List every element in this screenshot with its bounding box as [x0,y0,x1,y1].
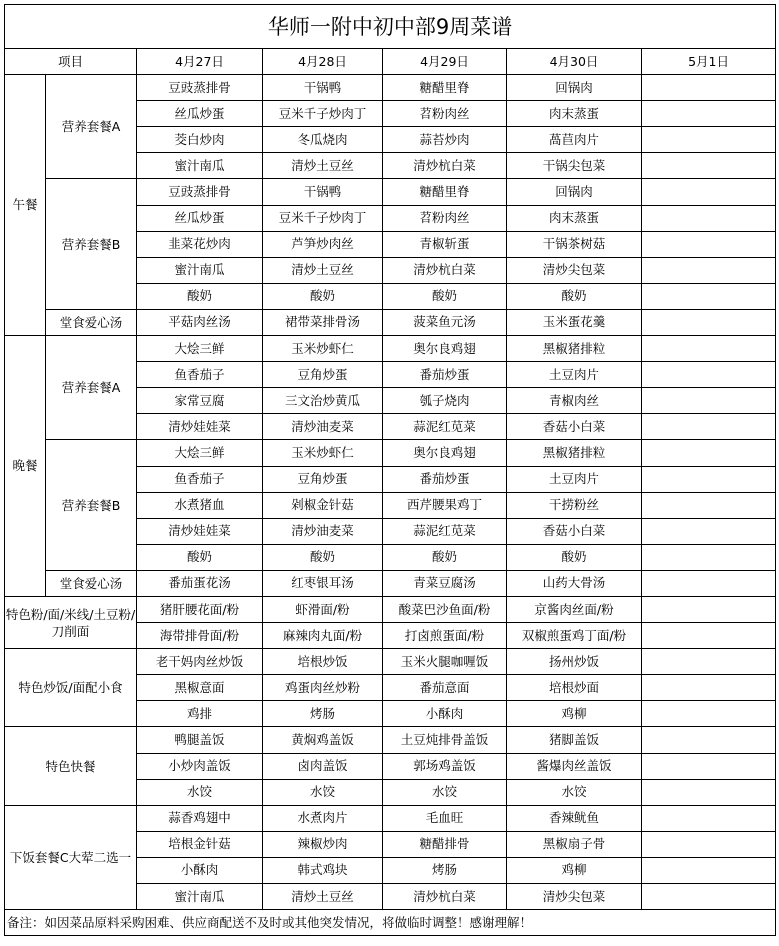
dish-cell: 鸡柳 [507,701,642,727]
dish-cell: 蒜泥红苋菜 [383,414,507,440]
dish-cell: 玉米火腿咖喱饭 [383,649,507,675]
dish-cell [642,596,776,622]
dish-cell: 鸡排 [137,701,263,727]
dish-cell: 酸奶 [507,544,642,570]
dish-cell: 双椒煎蛋鸡丁面/粉 [507,623,642,649]
meal-section-label: 晚餐 [5,336,46,597]
table-row [5,570,776,596]
dish-cell: 番茄意面 [383,675,507,701]
dish-cell: 烤肠 [263,701,383,727]
date-header: 4月29日 [383,49,507,75]
dish-cell: 清炒杭白菜 [383,884,507,910]
table-row [5,805,776,831]
group-label: 堂食爱心汤 [46,309,137,335]
dish-cell: 土豆肉片 [507,362,642,388]
dish-cell: 水煮猪血 [137,492,263,518]
dish-cell: 干锅茶树菇 [507,231,642,257]
dish-cell [642,570,776,596]
table-row [5,179,776,205]
dish-cell: 丝瓜炒蛋 [137,205,263,231]
table-row [5,336,776,362]
dish-cell [642,805,776,831]
dish-cell: 豆角炒蛋 [263,466,383,492]
dish-cell [642,205,776,231]
dish-cell: 培根炒饭 [263,649,383,675]
dish-cell: 蒜香鸡翅中 [137,805,263,831]
dish-cell [642,309,776,335]
dish-cell: 豆豉蒸排骨 [137,75,263,101]
dish-cell: 猪脚盖饭 [507,727,642,753]
group-label: 营养套餐B [46,179,137,309]
dish-cell: 茭白炒肉 [137,127,263,153]
dish-cell: 酸奶 [137,283,263,309]
group-label: 堂食爱心汤 [46,570,137,596]
dish-cell: 鱼香茄子 [137,466,263,492]
dish-cell: 青椒斩蛋 [383,231,507,257]
dish-cell [642,75,776,101]
dish-cell: 酸菜巴沙鱼面/粉 [383,596,507,622]
meal-section-label: 午餐 [5,75,46,336]
dish-cell: 蒜苔炒肉 [383,127,507,153]
group-label: 营养套餐B [46,440,137,570]
dish-cell: 西芹腰果鸡丁 [383,492,507,518]
dish-cell: 冬瓜烧肉 [263,127,383,153]
dish-cell: 干锅鸭 [263,75,383,101]
dish-cell: 家常豆腐 [137,388,263,414]
group-label: 营养套餐A [46,75,137,179]
dish-cell [642,336,776,362]
dish-cell: 酸奶 [383,544,507,570]
dish-cell: 蜜汁南瓜 [137,257,263,283]
dish-cell: 萵苣肉片 [507,127,642,153]
dish-cell: 平菇肉丝汤 [137,309,263,335]
dish-cell: 培根金针菇 [137,831,263,857]
dish-cell: 蜜汁南瓜 [137,153,263,179]
dish-cell: 糖醋里脊 [383,179,507,205]
dish-cell: 番茄炒蛋 [383,362,507,388]
table-row [5,649,776,675]
dish-cell: 清炒土豆丝 [263,153,383,179]
dish-cell: 回锅肉 [507,179,642,205]
footnote: 备注：如因菜品原料采购困难、供应商配送不及时或其他突发情况，将做临时调整！感谢理解！ [5,910,776,936]
dish-cell [642,283,776,309]
dish-cell: 玉米蛋花羹 [507,309,642,335]
menu-table [4,4,776,936]
dish-cell: 清炒娃娃菜 [137,518,263,544]
dish-cell: 肉末蒸蛋 [507,101,642,127]
dish-cell: 酸奶 [263,544,383,570]
dish-cell: 苕粉肉丝 [383,205,507,231]
dish-cell: 水饺 [383,779,507,805]
dish-cell: 酱爆肉丝盖饭 [507,753,642,779]
dish-cell: 香辣鱿鱼 [507,805,642,831]
dish-cell: 大烩三鲜 [137,440,263,466]
dish-cell: 豆角炒蛋 [263,362,383,388]
dish-cell: 干锅鸭 [263,179,383,205]
dish-cell: 玉米炒虾仁 [263,440,383,466]
dish-cell: 京酱肉丝面/粉 [507,596,642,622]
special-label: 下饭套餐C大荤二选一 [5,805,137,909]
dish-cell [642,466,776,492]
dish-cell: 黄焖鸡盖饭 [263,727,383,753]
dish-cell [642,544,776,570]
dish-cell: 酸奶 [263,283,383,309]
dish-cell [642,101,776,127]
dish-cell: 回锅肉 [507,75,642,101]
dish-cell: 卤肉盖饭 [263,753,383,779]
dish-cell [642,179,776,205]
dish-cell: 干锅尖包菜 [507,153,642,179]
dish-cell: 水饺 [263,779,383,805]
dish-cell: 三文治炒黄瓜 [263,388,383,414]
dish-cell: 水饺 [137,779,263,805]
dish-cell: 香菇小白菜 [507,414,642,440]
table-row [5,596,776,622]
dish-cell [642,649,776,675]
dish-cell: 豆米千子炒肉丁 [263,205,383,231]
dish-cell: 裙带菜排骨汤 [263,309,383,335]
dish-cell: 酸奶 [383,283,507,309]
dish-cell [642,492,776,518]
dish-cell: 豆米千子炒肉丁 [263,101,383,127]
dish-cell: 干捞粉丝 [507,492,642,518]
dish-cell: 奥尔良鸡翅 [383,336,507,362]
dish-cell [642,231,776,257]
dish-cell [642,857,776,883]
dish-cell: 番茄蛋花汤 [137,570,263,596]
dish-cell [642,153,776,179]
dish-cell: 扬州炒饭 [507,649,642,675]
dish-cell: 青椒肉丝 [507,388,642,414]
dish-cell: 黑椒猪排粒 [507,440,642,466]
table-row [5,309,776,335]
special-label: 特色粉/面/米线/土豆粉/刀削面 [5,596,137,648]
dish-cell [642,414,776,440]
dish-cell: 玉米炒虾仁 [263,336,383,362]
dish-cell [642,257,776,283]
dish-cell: 清炒杭白菜 [383,257,507,283]
date-header: 4月27日 [137,49,263,75]
dish-cell: 豆豉蒸排骨 [137,179,263,205]
special-label: 特色炒饭/面配小食 [5,649,137,727]
dish-cell: 小炒肉盖饭 [137,753,263,779]
dish-cell: 烤肠 [383,857,507,883]
special-label: 特色快餐 [5,727,137,805]
dish-cell: 奥尔良鸡翅 [383,440,507,466]
dish-cell: 肉末蒸蛋 [507,205,642,231]
dish-cell: 大烩三鲜 [137,336,263,362]
dish-cell: 红枣银耳汤 [263,570,383,596]
dish-cell: 清炒娃娃菜 [137,414,263,440]
dish-cell: 黑椒意面 [137,675,263,701]
dish-cell: 番茄炒蛋 [383,466,507,492]
dish-cell: 培根炒面 [507,675,642,701]
dish-cell: 香菇小白菜 [507,518,642,544]
dish-cell: 清炒油麦菜 [263,414,383,440]
dish-cell: 糖醋里脊 [383,75,507,101]
dish-cell: 苕粉肉丝 [383,101,507,127]
dish-cell: 山药大骨汤 [507,570,642,596]
dish-cell: 老干妈肉丝炒饭 [137,649,263,675]
item-header: 项目 [5,49,137,75]
dish-cell: 麻辣肉丸面/粉 [263,623,383,649]
dish-cell [642,388,776,414]
date-header: 4月30日 [507,49,642,75]
dish-cell: 鸡柳 [507,857,642,883]
table-row [5,440,776,466]
dish-cell: 韩式鸡块 [263,857,383,883]
dish-cell: 猪肝腰花面/粉 [137,596,263,622]
dish-cell [642,831,776,857]
dish-cell [642,753,776,779]
dish-cell: 清炒油麦菜 [263,518,383,544]
dish-cell: 酸奶 [507,283,642,309]
dish-cell [642,362,776,388]
dish-cell: 小酥肉 [383,701,507,727]
dish-cell: 黑椒扇子骨 [507,831,642,857]
dish-cell: 清炒土豆丝 [263,257,383,283]
dish-cell: 蒜泥红苋菜 [383,518,507,544]
dish-cell: 青菜豆腐汤 [383,570,507,596]
dish-cell: 黑椒猪排粒 [507,336,642,362]
table-row [5,727,776,753]
dish-cell [642,440,776,466]
page-title: 华师一附中初中部9周菜谱 [5,5,776,49]
dish-cell: 菠菜鱼元汤 [383,309,507,335]
dish-cell: 瓠子烧肉 [383,388,507,414]
dish-cell: 剁椒金针菇 [263,492,383,518]
dish-cell: 清炒尖包菜 [507,884,642,910]
dish-cell: 韭菜花炒肉 [137,231,263,257]
table-row [5,75,776,101]
dish-cell: 清炒土豆丝 [263,884,383,910]
date-header: 4月28日 [263,49,383,75]
dish-cell: 糖醋排骨 [383,831,507,857]
dish-cell [642,518,776,544]
dish-cell: 芦笋炒肉丝 [263,231,383,257]
dish-cell: 水饺 [507,779,642,805]
dish-cell: 清炒杭白菜 [383,153,507,179]
dish-cell: 丝瓜炒蛋 [137,101,263,127]
dish-cell: 酸奶 [137,544,263,570]
dish-cell: 海带排骨面/粉 [137,623,263,649]
dish-cell: 清炒尖包菜 [507,257,642,283]
dish-cell: 鱼香茄子 [137,362,263,388]
dish-cell: 土豆肉片 [507,466,642,492]
dish-cell [642,675,776,701]
dish-cell [642,779,776,805]
dish-cell [642,701,776,727]
dish-cell [642,884,776,910]
dish-cell: 蜜汁南瓜 [137,884,263,910]
header-row [5,49,776,75]
dish-cell: 虾滑面/粉 [263,596,383,622]
dish-cell: 土豆炖排骨盖饭 [383,727,507,753]
title-row [5,5,776,49]
note-row [5,910,776,936]
group-label: 营养套餐A [46,336,137,440]
dish-cell: 水煮肉片 [263,805,383,831]
dish-cell: 鸭腿盖饭 [137,727,263,753]
dish-cell: 打卤煎蛋面/粉 [383,623,507,649]
date-header: 5月1日 [642,49,776,75]
dish-cell: 鸡蛋肉丝炒粉 [263,675,383,701]
dish-cell [642,727,776,753]
dish-cell: 郭场鸡盖饭 [383,753,507,779]
dish-cell [642,127,776,153]
dish-cell: 小酥肉 [137,857,263,883]
dish-cell: 毛血旺 [383,805,507,831]
dish-cell: 辣椒炒肉 [263,831,383,857]
dish-cell [642,623,776,649]
